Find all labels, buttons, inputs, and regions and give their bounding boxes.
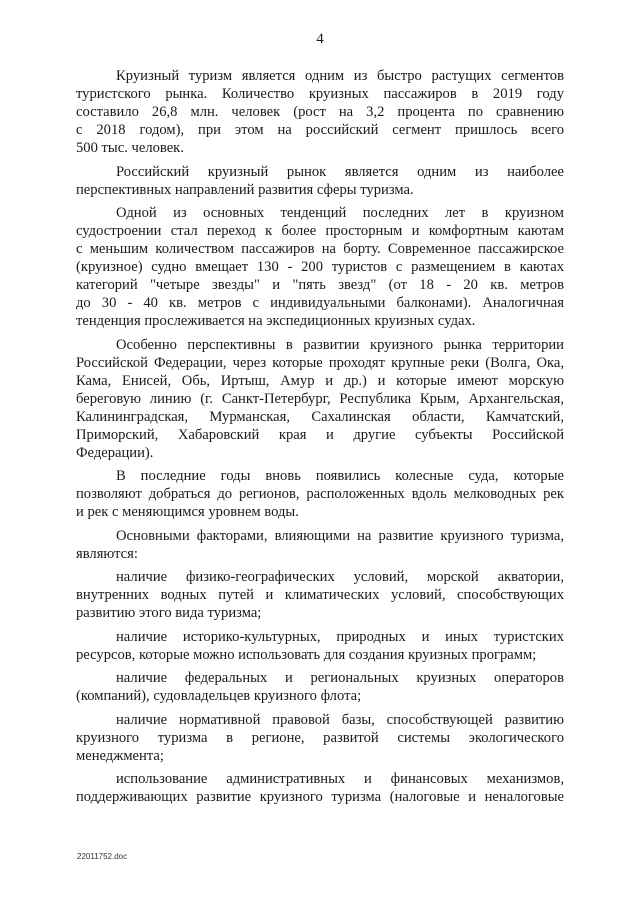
text-line: Одной из основных тенденций последних лет в круизном (116, 205, 564, 221)
text-line: с 2018 годом), при этом на российский сегмент пришлось всего (76, 122, 564, 138)
text-line: наличие федеральных и региональных круизных операторов (116, 670, 564, 686)
paragraph-factor-geography (76, 568, 564, 622)
text-line: Российский круизный рынок является одним из наиболее (116, 163, 564, 180)
text-line: внутренних водных путей и климатических условий, способствующих (76, 587, 564, 603)
text-line: Особенно перспективны в развитии круизного рынка территории (116, 336, 564, 353)
text-line: судостроении стал переход к более просторным и комфортным каютам (76, 223, 564, 239)
text-line: Основными факторами, влияющими на развитие круизного туризма, (116, 527, 564, 544)
document-body (76, 67, 564, 812)
text-line: составило 26,8 млн. человек (рост на 3,2 процента по сравнению (76, 104, 564, 120)
text-line: круизного туризма в регионе, развитой системы экологического (76, 729, 564, 746)
paragraph-shipbuilding-trend (76, 204, 564, 330)
text-line: ресурсов, которые можно использовать для создания круизных программ; (76, 646, 537, 663)
text-line: Калининградская, Мурманская, Сахалинская области, Камчатский, (76, 408, 564, 425)
text-line: с меньшим количеством пассажиров на борту. Современное пассажирское (76, 241, 564, 257)
text-line: 500 тыс. человек. (76, 140, 184, 156)
paragraph-wheeled-ships (76, 467, 564, 521)
text-line: туристского рынка. Количество круизных пассажиров в 2019 году (76, 86, 564, 102)
paragraph-factor-resources (76, 628, 564, 664)
text-line: наличие историко-культурных, природных и иных туристских (116, 628, 564, 645)
text-line: наличие нормативной правовой базы, способствующей развитию (116, 711, 564, 728)
paragraph-factor-legal (76, 711, 564, 765)
text-line: Приморский, Хабаровский края и другие субъекты Российской (76, 426, 564, 443)
text-line: В последние годы вновь появились колесные суда, которые (116, 468, 564, 484)
paragraph-factor-operators (76, 669, 564, 705)
text-line: Кама, Енисей, Обь, Иртыш, Амур и др.) и которые имеют морскую (76, 372, 564, 389)
text-line: поддерживающих развитие круизного туризма (налоговые и неналоговые (76, 789, 564, 805)
text-line: менеджмента; (76, 747, 164, 764)
paragraph-factor-administrative (76, 770, 564, 806)
paragraph-russian-market (76, 163, 564, 199)
text-line: (компаний), судовладельцев круизного флота; (76, 688, 362, 704)
text-line: Федерации). (76, 444, 154, 461)
text-line: перспективных направлений развития сферы туризма. (76, 181, 414, 198)
text-line: тенденция прослеживается на экспедиционных круизных судах. (76, 313, 476, 329)
text-line: наличие физико-географических условий, морской акватории, (116, 569, 564, 585)
paragraph-cruise-growth (76, 67, 564, 157)
text-line: (круизное) судно вмещает 130 - 200 туристов с размещением в каютах (76, 259, 564, 275)
text-line: позволяют добраться до регионов, расположенных вдоль мелководных рек (76, 486, 564, 502)
text-line: развитию этого вида туризма; (76, 605, 262, 621)
paragraph-promising-territories (76, 336, 564, 462)
text-line: до 30 - 40 кв. метров с индивидуальными балконами). Аналогичная (76, 295, 564, 311)
text-line: использование административных и финансовых механизмов, (116, 771, 564, 787)
document-filename-footer: 22011752.doc (77, 852, 128, 861)
text-line: являются: (76, 545, 138, 562)
text-line: и рек с меняющимся уровнем воды. (76, 504, 299, 520)
text-line: Круизный туризм является одним из быстро растущих сегментов (116, 68, 564, 84)
paragraph-main-factors (76, 527, 564, 563)
text-line: береговую линию (г. Санкт-Петербург, Республика Крым, Архангельская, (76, 390, 564, 407)
text-line: Российской Федерации, через которые проходят крупные реки (Волга, Ока, (76, 354, 564, 371)
text-line: категорий "четыре звезды" и "пять звезд" (от 18 - 20 кв. метров (76, 277, 564, 293)
page-number: 4 (316, 31, 324, 47)
